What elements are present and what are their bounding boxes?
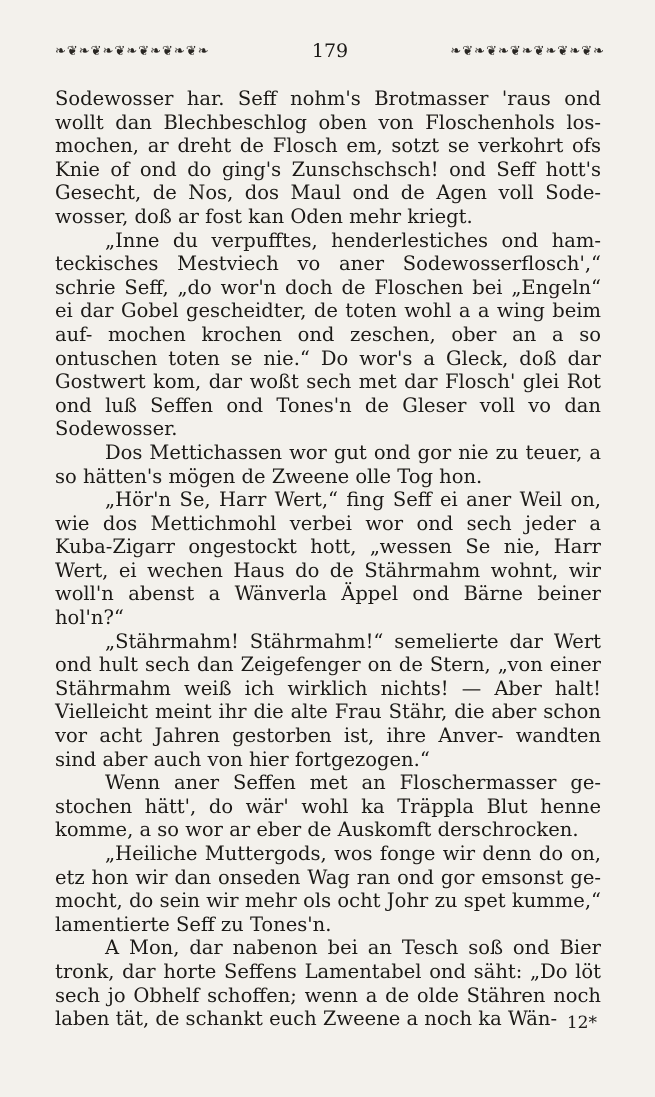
paragraph: Wenn aner Seffen met an Floschermasser ge- stochen hätt', do wär' wohl ka Träppla Blut henne komme, a so wor ar eber de Auskomft derschrocken. [55, 771, 601, 842]
paragraph: „Hör'n Se, Harr Wert,“ fing Seff ei aner Weil on, wie dos Mettichmohl verbei wor ond sech jeder a Kuba-Zigarr ongestockt hott, „wessen Se nie, Harr Wert, ei wechen Haus do de Stährmahm wohnt, wir woll'n abenst a Wänverla Äppel ond Bärne beiner hol'n?“ [55, 488, 601, 630]
page-body-text [55, 87, 601, 1031]
paragraph: „Inne du verpufftes, henderlestiches ond ham- teckisches Mestviech vo aner Sodewosserflosch',“ schrie Seff, „do wor'n doch de Floschen bei „Engeln“ ei dar Gobel gescheidter, de toten wohl a a wing beim auf- mochen krochen ond zeschen, ober an a so ontuschen toten se nie.“ Do wor's a Gleck, doß dar Gostwert kom, dar woßt sech met dar Flosch' glei Rot ond luß Seffen ond Tones'n de Gleser voll vo dan Sodewosser. [55, 228, 601, 441]
paragraph: „Heiliche Muttergods, wos fonge wir denn do on, etz hon wir dan onseden Wag ran ond gor emsonst ge- mocht, do sein wir mehr ols ocht Johr zu spet kumme,“ lamentierte Seff zu Tones'n. [55, 842, 601, 936]
page-number: 179 [311, 40, 349, 62]
header-ornament-left: ❧❦❧❦❧❦❧❦❧❦❧❦❧ [55, 43, 210, 59]
paragraph: Dos Mettichassen wor gut ond gor nie zu teuer, a so hätten's mögen de Zweene olle Tog hon. [55, 440, 601, 488]
paragraph: „Stährmahm! Stährmahm!“ semelierte dar Wert ond hult sech dan Zeigefenger on de Stern, „von einer Stährmahm weiß ich wirklich nichts! — Aber halt! Vielleicht meint ihr die alte Frau Stähr, die aber schon vor acht Jahren gestorben ist, ihre Anver- wandten sind aber auch von hier fortgezogen.“ [55, 629, 601, 771]
header-ornament-right: ❧❦❧❦❧❦❧❦❧❦❧❦❧ [450, 43, 605, 59]
signature-mark: 12* [566, 1013, 597, 1033]
page-header [55, 38, 605, 64]
paragraph: Sodewosser har. Seff nohm's Brotmasser 'raus ond wollt dan Blechbeschlog oben von Floschenhols los- mochen, ar dreht de Flosch em, sotzt se verkohrt ofs Knie of ond do ging's Zunschschsch! ond Seff hott's Gesecht, de Nos, dos Maul ond de Agen voll Sode- wosser, doß ar fost kan Oden mehr kriegt. [55, 87, 601, 228]
paragraph: A Mon, dar nabenon bei an Tesch soß ond Bier tronk, dar horte Seffens Lamentabel ond säht: „Do löt sech jo Obhelf schoffen; wenn a de olde Stähren noch laben tät, de schankt euch Zweene a noch ka Wän- [55, 936, 601, 1031]
